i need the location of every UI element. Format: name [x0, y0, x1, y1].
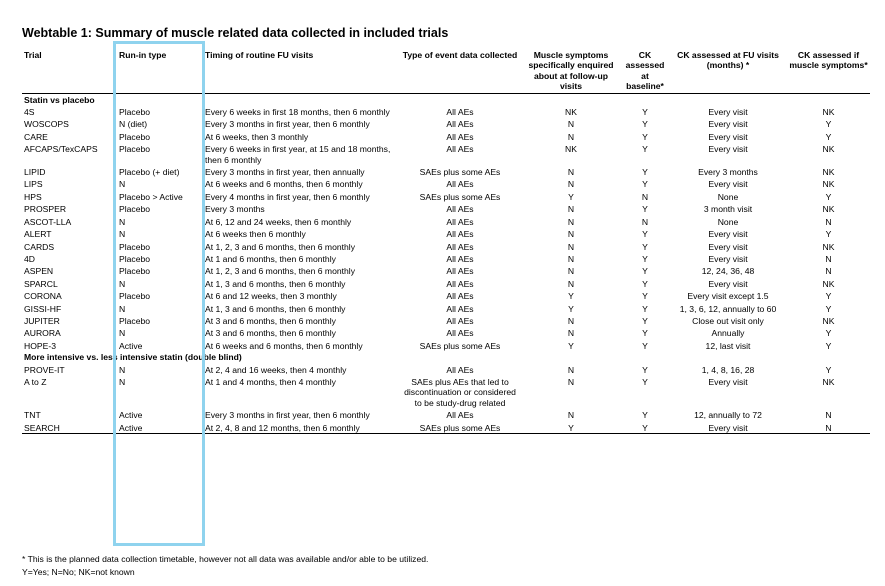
- cell-ck-symptoms: N: [825, 266, 832, 277]
- cell-ck-baseline: Y: [642, 266, 648, 277]
- cell-trial: AFCAPS/TexCAPS: [24, 144, 98, 155]
- cell-muscle-symptoms: N: [567, 364, 575, 375]
- cell-event-data: All AEs: [446, 291, 474, 302]
- table-row: [22, 375, 870, 408]
- cell-fu-timing: At 1 and 6 months, then 6 monthly: [205, 253, 336, 264]
- cell-ck-symptoms: N: [825, 410, 832, 421]
- cell-fu-timing: At 2, 4 and 16 weeks, then 4 monthly: [205, 364, 347, 375]
- cell-event-data: SAEs plus AEs that led to discontinuation or considered to be study-drug related: [404, 376, 516, 408]
- cell-trial: SEARCH: [22, 421, 117, 434]
- cell-trial: CORONA: [24, 291, 62, 302]
- cell-run-in-type: N: [119, 216, 126, 227]
- cell-trial: CARE: [24, 131, 48, 142]
- cell-ck-fu: None: [717, 191, 739, 202]
- cell-fu-timing: At 1, 2, 3 and 6 months, then 6 monthly: [205, 241, 356, 252]
- cell-event-data: All AEs: [446, 144, 474, 155]
- cell-event-data: All AEs: [446, 119, 474, 130]
- cell-ck-symptoms: N: [787, 421, 870, 434]
- cell-run-in-type: Placebo: [119, 144, 151, 155]
- table-row: [22, 202, 870, 214]
- footnote-asterisk: * This is the planned data collection timetable, however not all data was available and/or able to be utilized.: [22, 554, 429, 564]
- table-row: [22, 421, 870, 434]
- cell-event-data: All AEs: [446, 253, 474, 264]
- cell-event-data: All AEs: [446, 241, 474, 252]
- cell-muscle-symptoms: Y: [568, 291, 574, 302]
- footnote-legend: Y=Yes; N=No; NK=not known: [22, 567, 135, 577]
- cell-ck-symptoms: Y: [825, 364, 832, 375]
- cell-ck-symptoms: NK: [822, 241, 835, 252]
- cell-muscle-symptoms: N: [567, 119, 575, 130]
- cell-event-data: All AEs: [446, 107, 474, 118]
- cell-fu-timing: Every 6 weeks in first year, at 15 and 18 months, then 6 monthly: [205, 144, 391, 165]
- cell-muscle-symptoms: N: [567, 376, 575, 387]
- table-row: [22, 142, 870, 165]
- cell-run-in-type: Placebo: [119, 253, 151, 264]
- cell-muscle-symptoms: N: [567, 328, 575, 339]
- table-row: [22, 215, 870, 227]
- cell-muscle-symptoms: Y: [521, 421, 621, 434]
- cell-trial: WOSCOPS: [24, 119, 69, 130]
- cell-run-in-type: N: [119, 303, 126, 314]
- cell-ck-fu: Every visit: [669, 421, 787, 434]
- table-row: [22, 277, 870, 289]
- cell-event-data: All AEs: [446, 278, 474, 289]
- cell-fu-timing: Every 3 months: [205, 204, 265, 215]
- table-row: [22, 190, 870, 202]
- cell-ck-baseline: Y: [642, 107, 648, 118]
- cell-ck-baseline: Y: [642, 364, 648, 375]
- table-row: [22, 130, 870, 142]
- cell-ck-symptoms: Y: [825, 119, 832, 130]
- cell-fu-timing: Every 6 weeks in first 18 months, then 6 monthly: [205, 107, 390, 118]
- cell-run-in-type: Placebo: [119, 131, 151, 142]
- cell-fu-timing: At 1, 3 and 6 months, then 6 monthly: [205, 303, 346, 314]
- cell-ck-symptoms: Y: [825, 131, 832, 142]
- cell-run-in-type: Placebo: [119, 204, 151, 215]
- cell-ck-baseline: Y: [642, 315, 648, 326]
- header-event-data: Type of event data collected: [399, 50, 521, 93]
- header-muscle-symptoms: Muscle symptoms specifically enquired about at follow-up visits: [521, 50, 621, 93]
- cell-ck-baseline: Y: [642, 376, 648, 387]
- cell-trial: LIPS: [24, 179, 43, 190]
- cell-run-in-type: Placebo: [119, 315, 151, 326]
- cell-ck-fu: Every visit: [708, 241, 748, 252]
- table-row: [22, 252, 870, 264]
- cell-ck-fu: Every visit: [708, 229, 748, 240]
- cell-fu-timing: Every 4 months in first year, then 6 monthly: [205, 191, 370, 202]
- table-row: [22, 264, 870, 276]
- table-row: [22, 105, 870, 117]
- cell-ck-symptoms: Y: [825, 328, 832, 339]
- cell-fu-timing: At 1 and 4 months, then 4 monthly: [205, 376, 336, 387]
- cell-run-in-type: Placebo: [119, 266, 151, 277]
- header-run-in-type: Run-in type: [117, 50, 203, 93]
- cell-ck-symptoms: NK: [822, 107, 835, 118]
- table-row: [22, 339, 870, 351]
- cell-muscle-symptoms: N: [567, 229, 575, 240]
- header-ck-symptoms: CK assessed if muscle symptoms*: [787, 50, 870, 93]
- cell-run-in-type: N: [119, 179, 126, 190]
- cell-ck-symptoms: NK: [822, 278, 835, 289]
- cell-trial: SPARCL: [24, 278, 58, 289]
- cell-run-in-type: Placebo: [119, 107, 151, 118]
- section-label: More intensive vs. less intensive statin (double blind): [24, 352, 242, 363]
- cell-trial: ASCOT-LLA: [24, 216, 72, 227]
- section-row: [22, 93, 870, 105]
- table-row: [22, 363, 870, 375]
- cell-ck-fu: Annually: [711, 328, 745, 339]
- cell-ck-baseline: Y: [642, 241, 648, 252]
- cell-trial: 4D: [24, 253, 35, 264]
- cell-ck-fu: Every visit: [708, 107, 748, 118]
- cell-event-data: All AEs: [446, 303, 474, 314]
- cell-run-in-type: N: [119, 328, 126, 339]
- cell-trial: HPS: [24, 191, 42, 202]
- cell-ck-symptoms: Y: [825, 303, 832, 314]
- cell-event-data: All AEs: [446, 204, 474, 215]
- cell-fu-timing: At 6 and 12 weeks, then 3 monthly: [205, 291, 337, 302]
- cell-trial: ALERT: [24, 229, 52, 240]
- cell-ck-symptoms: Y: [825, 340, 832, 351]
- cell-ck-baseline: Y: [621, 421, 669, 434]
- cell-ck-symptoms: NK: [822, 376, 835, 387]
- cell-ck-symptoms: Y: [825, 191, 832, 202]
- cell-fu-timing: At 3 and 6 months, then 6 monthly: [205, 315, 336, 326]
- cell-ck-baseline: Y: [642, 303, 648, 314]
- cell-muscle-symptoms: N: [567, 204, 575, 215]
- cell-event-data: All AEs: [446, 229, 474, 240]
- cell-ck-fu: 12, last visit: [705, 340, 751, 351]
- cell-event-data: All AEs: [446, 364, 474, 375]
- cell-fu-timing: At 1, 3 and 6 months, then 6 monthly: [205, 278, 346, 289]
- cell-run-in-type: Placebo > Active: [119, 191, 183, 202]
- cell-event-data: SAEs plus some AEs: [419, 191, 501, 202]
- cell-ck-fu: Close out visit only: [692, 315, 764, 326]
- cell-event-data: All AEs: [446, 179, 474, 190]
- cell-ck-fu: Every visit: [708, 278, 748, 289]
- cell-ck-symptoms: NK: [822, 144, 835, 155]
- cell-trial: AURORA: [24, 328, 61, 339]
- cell-event-data: All AEs: [446, 410, 474, 421]
- cell-muscle-symptoms: N: [567, 167, 575, 178]
- table-row: [22, 240, 870, 252]
- cell-fu-timing: At 6 weeks and 6 months, then 6 monthly: [205, 340, 363, 351]
- cell-ck-baseline: Y: [642, 340, 648, 351]
- muscle-data-table: [22, 50, 870, 434]
- cell-trial: PROVE-IT: [24, 364, 65, 375]
- table-body: [22, 93, 870, 433]
- cell-ck-fu: 1, 4, 8, 16, 28: [701, 364, 755, 375]
- cell-ck-symptoms: NK: [822, 179, 835, 190]
- table-row: [22, 117, 870, 129]
- cell-trial: PROSPER: [24, 204, 67, 215]
- table-row: [22, 177, 870, 189]
- cell-trial: JUPITER: [24, 315, 60, 326]
- cell-ck-baseline: Y: [642, 328, 648, 339]
- cell-event-data: All AEs: [446, 266, 474, 277]
- cell-muscle-symptoms: Y: [568, 340, 574, 351]
- table-row: [22, 227, 870, 239]
- cell-fu-timing: At 6 weeks and 6 months, then 6 monthly: [205, 179, 363, 190]
- cell-ck-symptoms: Y: [825, 229, 832, 240]
- cell-ck-fu: Every visit: [708, 144, 748, 155]
- header-row: [22, 50, 870, 93]
- cell-run-in-type: N: [119, 229, 126, 240]
- cell-trial: CARDS: [24, 241, 55, 252]
- cell-muscle-symptoms: N: [567, 131, 575, 142]
- cell-muscle-symptoms: N: [567, 216, 575, 227]
- header-trial: Trial: [22, 50, 117, 93]
- cell-muscle-symptoms: Y: [568, 191, 574, 202]
- cell-event-data: SAEs plus some AEs: [419, 340, 501, 351]
- cell-ck-symptoms: N: [825, 253, 832, 264]
- cell-ck-fu: Every visit: [708, 131, 748, 142]
- cell-fu-timing: At 6 weeks then 6 monthly: [205, 229, 306, 240]
- cell-run-in-type: Placebo: [119, 241, 151, 252]
- cell-muscle-symptoms: N: [567, 253, 575, 264]
- cell-ck-baseline: Y: [642, 144, 648, 155]
- cell-event-data: All AEs: [446, 131, 474, 142]
- cell-fu-timing: Every 3 months in first year, then 6 monthly: [205, 119, 370, 130]
- table-row: [22, 408, 870, 420]
- cell-ck-fu: 3 month visit: [703, 204, 753, 215]
- cell-event-data: All AEs: [446, 315, 474, 326]
- cell-ck-symptoms: N: [825, 216, 832, 227]
- cell-trial: ASPEN: [24, 266, 54, 277]
- cell-ck-baseline: Y: [642, 291, 648, 302]
- cell-ck-baseline: Y: [642, 278, 648, 289]
- cell-ck-baseline: Y: [642, 229, 648, 240]
- cell-fu-timing: At 6 weeks, then 3 monthly: [205, 131, 309, 142]
- cell-run-in-type: Active: [117, 421, 203, 434]
- cell-muscle-symptoms: N: [567, 278, 575, 289]
- cell-ck-symptoms: Y: [825, 291, 832, 302]
- cell-ck-fu: 1, 3, 6, 12, annually to 60: [679, 303, 777, 314]
- cell-event-data: SAEs plus some AEs: [419, 167, 501, 178]
- cell-ck-fu: Every 3 months: [698, 167, 758, 178]
- cell-ck-fu: None: [717, 216, 739, 227]
- cell-ck-fu: Every visit: [708, 253, 748, 264]
- table-row: [22, 326, 870, 338]
- cell-ck-baseline: Y: [642, 410, 648, 421]
- header-ck-baseline: CK assessed at baseline*: [621, 50, 669, 93]
- cell-ck-baseline: N: [641, 191, 649, 202]
- cell-fu-timing: At 1, 2, 3 and 6 months, then 6 monthly: [205, 266, 356, 277]
- cell-muscle-symptoms: N: [567, 410, 575, 421]
- cell-trial: 4S: [24, 107, 35, 118]
- cell-ck-baseline: Y: [642, 167, 648, 178]
- cell-muscle-symptoms: N: [567, 266, 575, 277]
- cell-run-in-type: N: [119, 364, 126, 375]
- cell-run-in-type: Placebo: [119, 291, 151, 302]
- cell-muscle-symptoms: N: [567, 315, 575, 326]
- cell-run-in-type: N: [119, 278, 126, 289]
- cell-ck-baseline: Y: [642, 253, 648, 264]
- header-ck-fu-visits: CK assessed at FU visits (months) *: [669, 50, 787, 93]
- cell-trial: GISSI-HF: [24, 303, 62, 314]
- cell-fu-timing: Every 3 months in first year, then annually: [205, 167, 365, 178]
- cell-run-in-type: Active: [119, 340, 143, 351]
- cell-fu-timing: At 3 and 6 months, then 6 monthly: [205, 328, 336, 339]
- table-row: [22, 302, 870, 314]
- table-header: [22, 50, 870, 93]
- cell-ck-baseline: Y: [642, 204, 648, 215]
- cell-ck-fu: 12, annually to 72: [694, 410, 762, 421]
- section-label: Statin vs placebo: [24, 94, 95, 105]
- header-timing: Timing of routine FU visits: [203, 50, 399, 93]
- table-row: [22, 289, 870, 301]
- table-title: Webtable 1: Summary of muscle related data collected in included trials: [22, 26, 449, 40]
- table-row: [22, 165, 870, 177]
- section-row: [22, 351, 870, 362]
- cell-run-in-type: N (diet): [119, 119, 148, 130]
- cell-fu-timing: At 2, 4, 8 and 12 months, then 6 monthly: [203, 421, 399, 434]
- cell-ck-fu: 12, 24, 36, 48: [701, 266, 755, 277]
- cell-fu-timing: At 6, 12 and 24 weeks, then 6 monthly: [205, 216, 352, 227]
- cell-muscle-symptoms: NK: [565, 144, 577, 155]
- cell-run-in-type: Active: [119, 410, 143, 421]
- cell-muscle-symptoms: NK: [565, 107, 577, 118]
- cell-event-data: SAEs plus some AEs: [399, 421, 521, 434]
- cell-ck-baseline: Y: [642, 119, 648, 130]
- cell-muscle-symptoms: N: [567, 241, 575, 252]
- table-row: [22, 314, 870, 326]
- cell-muscle-symptoms: N: [567, 179, 575, 190]
- cell-event-data: All AEs: [446, 328, 474, 339]
- cell-run-in-type: N: [119, 376, 126, 387]
- cell-run-in-type: Placebo (+ diet): [119, 167, 180, 178]
- cell-ck-baseline: N: [641, 216, 649, 227]
- cell-event-data: All AEs: [446, 216, 474, 227]
- cell-ck-baseline: Y: [642, 179, 648, 190]
- cell-ck-fu: Every visit: [708, 119, 748, 130]
- cell-ck-fu: Every visit: [708, 376, 748, 387]
- cell-ck-symptoms: NK: [822, 204, 835, 215]
- cell-ck-symptoms: NK: [822, 167, 835, 178]
- cell-trial: TNT: [24, 410, 41, 421]
- cell-ck-symptoms: NK: [822, 315, 835, 326]
- cell-trial: LIPID: [24, 167, 46, 178]
- cell-ck-fu: Every visit: [708, 179, 748, 190]
- cell-ck-fu: Every visit except 1.5: [687, 291, 769, 302]
- cell-trial: HOPE-3: [24, 340, 56, 351]
- cell-muscle-symptoms: Y: [568, 303, 574, 314]
- cell-trial: A to Z: [24, 376, 47, 387]
- cell-ck-baseline: Y: [642, 131, 648, 142]
- cell-fu-timing: Every 3 months in first year, then 6 monthly: [205, 410, 370, 421]
